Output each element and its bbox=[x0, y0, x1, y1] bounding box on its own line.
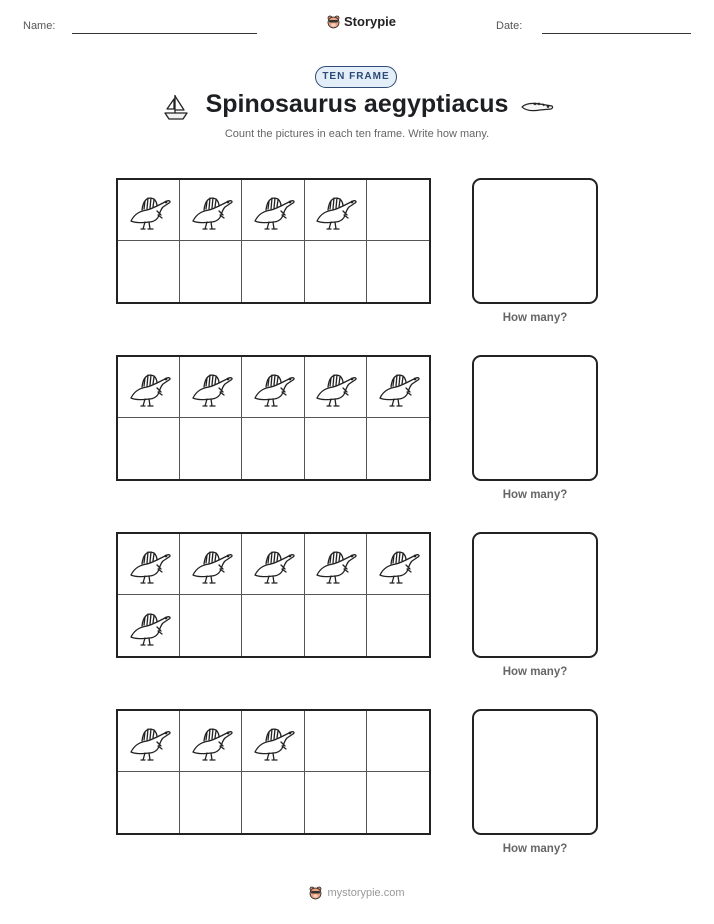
ten-frame bbox=[116, 178, 431, 304]
spinosaurus-icon bbox=[125, 605, 173, 647]
ten-frame-cell bbox=[242, 711, 304, 772]
ten-frame-cell bbox=[118, 711, 180, 772]
name-label: Name: bbox=[23, 20, 56, 32]
crocodile-icon bbox=[520, 98, 554, 116]
spinosaurus-icon bbox=[249, 189, 297, 231]
ten-frame-cell bbox=[180, 357, 242, 418]
ten-frame-cell bbox=[305, 418, 367, 479]
ten-frame-cell bbox=[242, 418, 304, 479]
name-line[interactable] bbox=[72, 33, 257, 34]
ten-frame-cell bbox=[367, 418, 429, 479]
ten-frame-cell bbox=[242, 180, 304, 241]
ten-frame-cell bbox=[305, 241, 367, 302]
bear-icon bbox=[327, 15, 340, 29]
ten-frame-cell bbox=[242, 357, 304, 418]
ten-frame-cell bbox=[180, 534, 242, 595]
page-title: Spinosaurus aegyptiacus bbox=[205, 90, 509, 118]
spinosaurus-icon bbox=[125, 720, 173, 762]
spinosaurus-icon bbox=[249, 366, 297, 408]
ten-frame-cell bbox=[180, 241, 242, 302]
ten-frame-cell bbox=[305, 357, 367, 418]
ten-frame-cell bbox=[367, 534, 429, 595]
ten-frame-cell bbox=[242, 595, 304, 656]
spinosaurus-icon bbox=[125, 543, 173, 585]
ten-frame-cell bbox=[305, 534, 367, 595]
ten-frame-cell bbox=[118, 180, 180, 241]
spinosaurus-icon bbox=[187, 720, 235, 762]
spinosaurus-icon bbox=[249, 720, 297, 762]
spinosaurus-icon bbox=[311, 543, 359, 585]
ten-frame-cell bbox=[305, 180, 367, 241]
answer-box[interactable] bbox=[472, 709, 598, 835]
spinosaurus-icon bbox=[187, 543, 235, 585]
how-many-label: How many? bbox=[502, 843, 568, 855]
how-many-label: How many? bbox=[502, 666, 568, 678]
ten-frame-cell bbox=[180, 711, 242, 772]
answer-box[interactable] bbox=[472, 532, 598, 658]
ten-frame bbox=[116, 355, 431, 481]
how-many-label: How many? bbox=[502, 489, 568, 501]
ten-frame-cell bbox=[242, 534, 304, 595]
ten-frame-cell bbox=[367, 180, 429, 241]
ten-frame-cell bbox=[180, 595, 242, 656]
ten-frame-cell bbox=[118, 418, 180, 479]
spinosaurus-icon bbox=[249, 543, 297, 585]
ten-frame-cell bbox=[305, 595, 367, 656]
spinosaurus-icon bbox=[125, 189, 173, 231]
ten-frame-cell bbox=[180, 418, 242, 479]
ten-frame-cell bbox=[242, 241, 304, 302]
ten-frame-cell bbox=[367, 595, 429, 656]
ten-frame-cell bbox=[367, 241, 429, 302]
spinosaurus-icon bbox=[374, 543, 422, 585]
answer-box[interactable] bbox=[472, 355, 598, 481]
answer-box[interactable] bbox=[472, 178, 598, 304]
ten-frame-cell bbox=[367, 357, 429, 418]
ten-frame-badge: TEN FRAME bbox=[315, 66, 397, 88]
ten-frame-cell bbox=[118, 772, 180, 833]
ten-frame-cell bbox=[367, 772, 429, 833]
ten-frame-cell bbox=[118, 357, 180, 418]
brand-name: Storypie bbox=[344, 14, 397, 29]
footer bbox=[0, 886, 714, 900]
bear-icon bbox=[309, 886, 322, 900]
spinosaurus-icon bbox=[311, 189, 359, 231]
spinosaurus-icon bbox=[187, 366, 235, 408]
ten-frame-cell bbox=[180, 772, 242, 833]
spinosaurus-icon bbox=[311, 366, 359, 408]
ten-frame-cell bbox=[118, 534, 180, 595]
footer-site[interactable]: mystorypie.com bbox=[327, 887, 405, 899]
instructions: Count the pictures in each ten frame. Write how many. bbox=[224, 128, 490, 140]
date-label: Date: bbox=[496, 20, 523, 32]
ten-frame-cell bbox=[242, 772, 304, 833]
spinosaurus-icon bbox=[374, 366, 422, 408]
ten-frame-cell bbox=[305, 772, 367, 833]
ten-frame-cell bbox=[367, 711, 429, 772]
ten-frame-cell bbox=[180, 180, 242, 241]
ten-frame bbox=[116, 532, 431, 658]
brand-logo bbox=[327, 14, 396, 29]
ten-frame-cell bbox=[118, 595, 180, 656]
date-line[interactable] bbox=[542, 33, 691, 34]
spinosaurus-icon bbox=[125, 366, 173, 408]
ten-frame bbox=[116, 709, 431, 835]
ten-frame-cell bbox=[118, 241, 180, 302]
how-many-label: How many? bbox=[502, 312, 568, 324]
spinosaurus-icon bbox=[187, 189, 235, 231]
ten-frame-cell bbox=[305, 711, 367, 772]
